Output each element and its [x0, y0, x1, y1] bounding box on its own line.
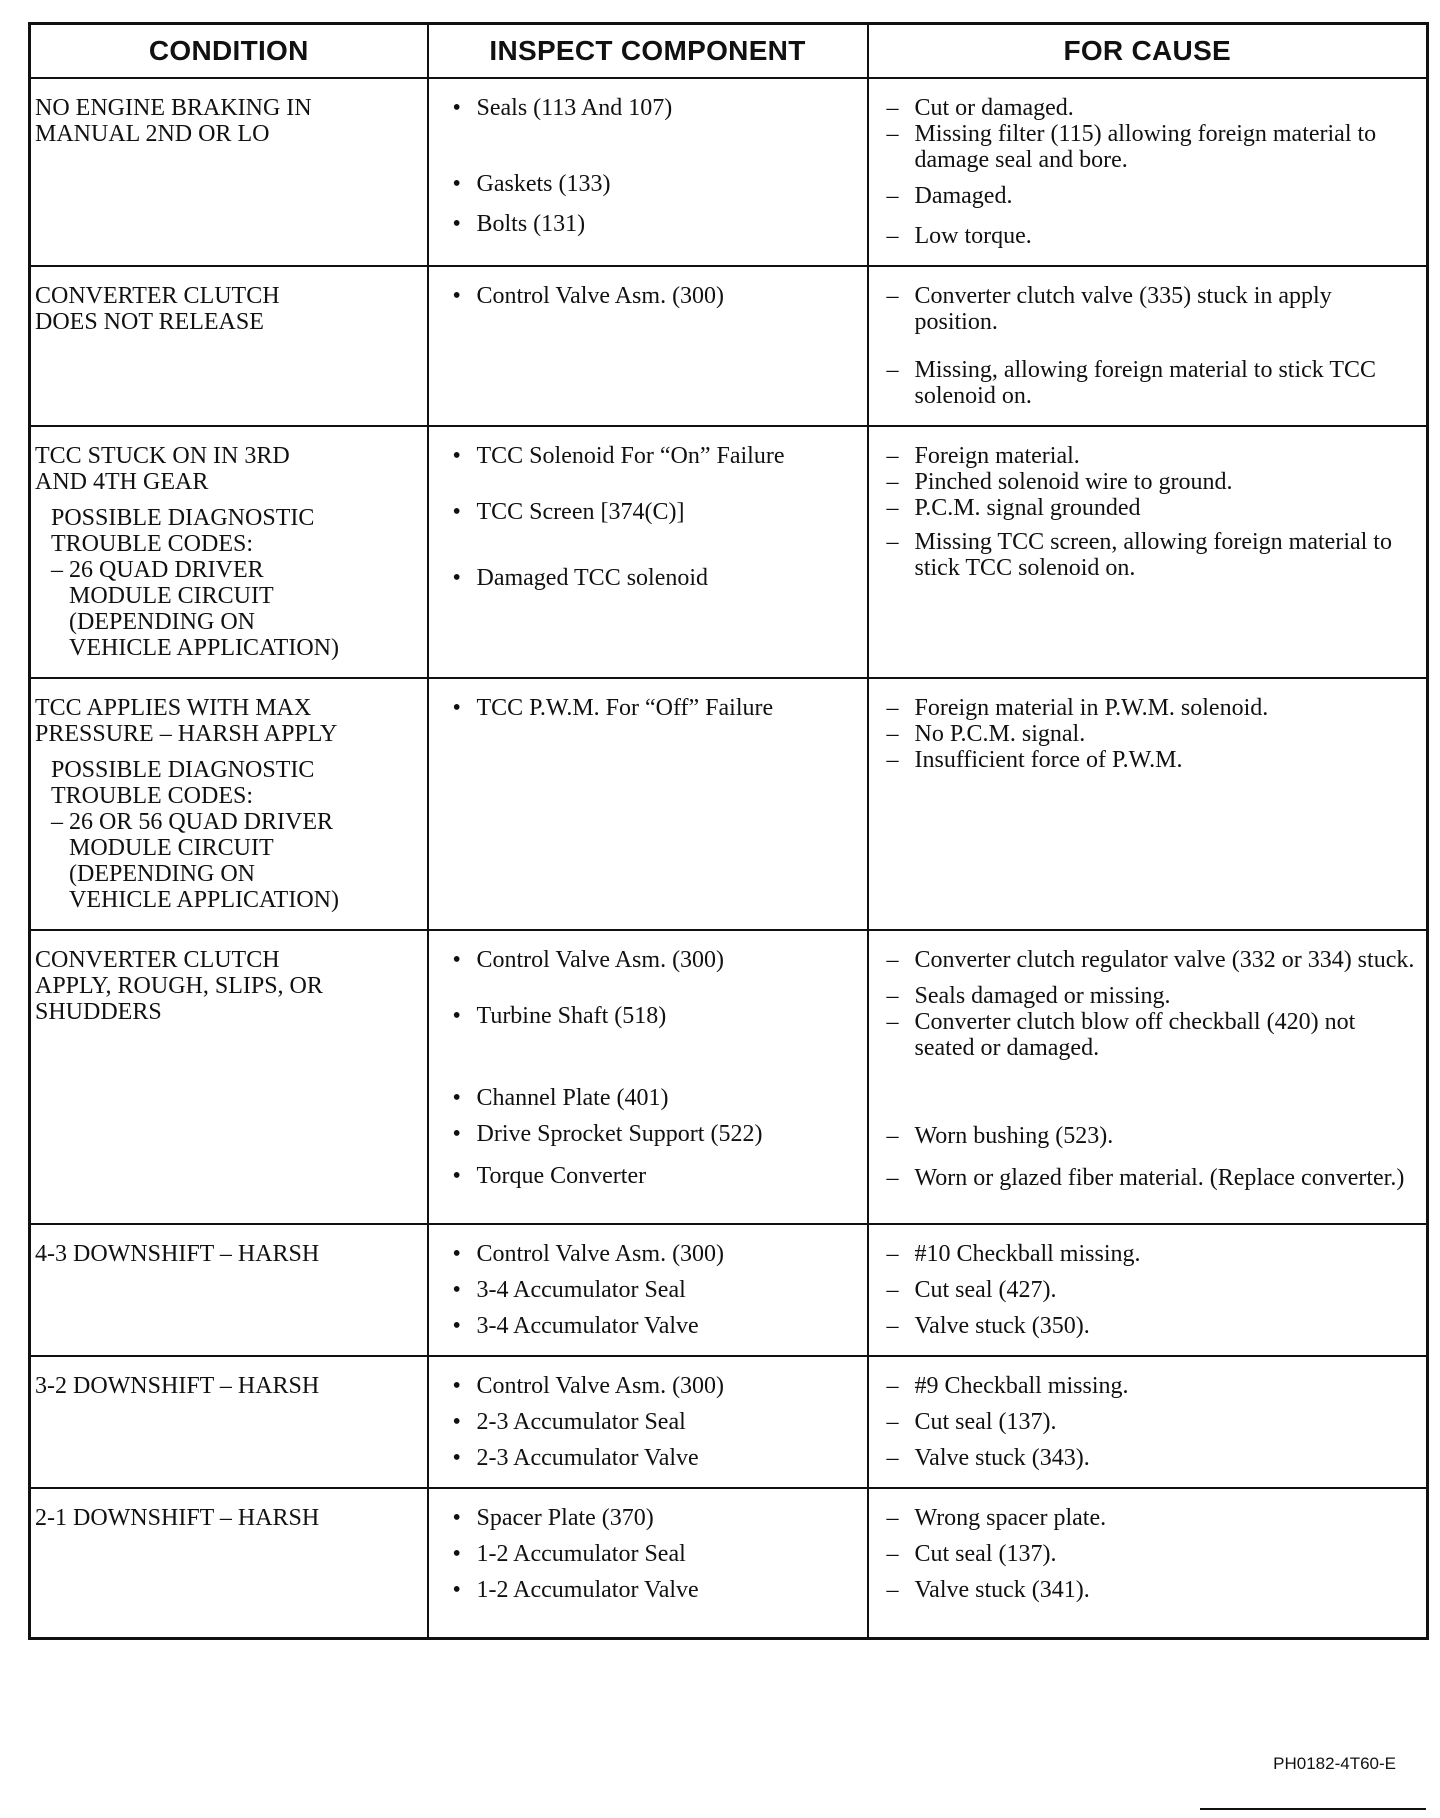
bullet-mark: • [452, 1003, 461, 1029]
dash-mark: – [886, 283, 899, 309]
note-title-line: TROUBLE CODES: [51, 531, 254, 557]
cause-text: Wrong spacer plate. [914, 1505, 1107, 1531]
condition-line: TCC APPLIES WITH MAX [35, 695, 312, 721]
cause-text: Worn bushing (523). [914, 1123, 1114, 1149]
component-cell [428, 78, 868, 266]
cause-text: Damaged. [914, 183, 1013, 209]
component-item [453, 171, 857, 197]
component-label: TCC P.W.M. For “Off” Failure [476, 695, 774, 721]
cause-group [887, 1123, 1417, 1149]
bullet-mark: • [452, 1121, 461, 1147]
diagnostic-code-item [35, 557, 403, 661]
cause-group [887, 529, 1417, 581]
component-item [453, 499, 857, 525]
component-item [453, 1313, 857, 1339]
condition-line: CONVERTER CLUTCH [35, 947, 280, 973]
condition-cell [30, 1488, 428, 1638]
condition-cell [30, 266, 428, 426]
component-label: Channel Plate (401) [476, 1085, 669, 1111]
cause-item [887, 1313, 1417, 1339]
condition-line: CONVERTER CLUTCH [35, 283, 280, 309]
cause-item [887, 223, 1417, 249]
condition-cell [30, 1224, 428, 1356]
figure-code: PH0182-4T60-E [1273, 1754, 1396, 1773]
bullet-mark: • [452, 171, 461, 197]
cause-group [887, 1577, 1417, 1603]
note-item-line: 26 QUAD DRIVER [69, 557, 264, 583]
cause-text: Missing, allowing foreign material to stick TCC solenoid on. [914, 357, 1377, 409]
note-item-line: MODULE CIRCUIT [69, 583, 274, 609]
condition-line: AND 4TH GEAR [35, 469, 209, 495]
table-row [30, 678, 1428, 930]
cause-group [887, 223, 1417, 249]
note-item-line: (DEPENDING ON [69, 609, 255, 635]
cause-group [887, 1541, 1417, 1567]
condition-cell [30, 1356, 428, 1488]
cause-text: Converter clutch regulator valve (332 or 334) stuck. [914, 947, 1415, 973]
condition-text [35, 1373, 403, 1399]
component-item [453, 1409, 857, 1435]
table-row [30, 1356, 1428, 1488]
note-item-line: 26 OR 56 QUAD DRIVER [69, 809, 333, 835]
note-item-line: VEHICLE APPLICATION) [69, 887, 339, 913]
component-label: Gaskets (133) [476, 171, 611, 197]
cause-group [887, 1373, 1417, 1399]
bullet-mark: • [452, 1241, 461, 1267]
component-item [453, 443, 857, 469]
cause-text: Seals damaged or missing. [914, 983, 1171, 1009]
dash-mark: – [886, 1541, 899, 1567]
dash-mark: – [886, 95, 899, 121]
component-label: Seals (113 And 107) [476, 95, 673, 121]
condition-text [35, 95, 403, 147]
cause-group [887, 183, 1417, 209]
component-item [453, 565, 857, 591]
bullet-mark: • [452, 695, 461, 721]
cause-text: Valve stuck (343). [914, 1445, 1090, 1471]
cause-text: Valve stuck (350). [914, 1313, 1090, 1339]
header-condition: CONDITION [30, 24, 428, 79]
cause-item [887, 121, 1417, 173]
component-cell [428, 426, 868, 678]
cause-text: No P.C.M. signal. [914, 721, 1086, 747]
condition-line: MANUAL 2ND OR LO [35, 121, 270, 147]
component-cell [428, 1488, 868, 1638]
cause-cell [868, 266, 1428, 426]
component-item [453, 95, 857, 121]
component-label: 1-2 Accumulator Valve [476, 1577, 699, 1603]
diagnostic-codes-note [35, 757, 403, 913]
component-cell [428, 678, 868, 930]
bullet-mark: • [452, 499, 461, 525]
component-label: Turbine Shaft (518) [476, 1003, 667, 1029]
cause-text: #10 Checkball missing. [914, 1241, 1141, 1267]
condition-line: PRESSURE – HARSH APPLY [35, 721, 338, 747]
condition-line: NO ENGINE BRAKING IN [35, 95, 312, 121]
cause-group [887, 1165, 1417, 1191]
cause-item [887, 695, 1417, 721]
condition-line: 4-3 DOWNSHIFT – HARSH [35, 1241, 320, 1267]
cause-group [887, 1313, 1417, 1339]
dash-mark: – [886, 357, 899, 383]
component-item [453, 211, 857, 237]
component-cell [428, 1224, 868, 1356]
cause-text: Missing filter (115) allowing foreign material to damage seal and bore. [914, 121, 1377, 173]
note-title-line: POSSIBLE DIAGNOSTIC [51, 757, 315, 783]
cause-item [887, 1373, 1417, 1399]
cause-group [887, 95, 1417, 173]
cause-text: Missing TCC screen, allowing foreign material to stick TCC solenoid on. [914, 529, 1392, 581]
cause-item [887, 1505, 1417, 1531]
component-label: 2-3 Accumulator Valve [476, 1445, 699, 1471]
cause-item [887, 495, 1417, 521]
component-cell [428, 266, 868, 426]
note-item-line: VEHICLE APPLICATION) [69, 635, 339, 661]
component-label: TCC Screen [374(C)] [476, 499, 685, 525]
note-title-line: TROUBLE CODES: [51, 783, 254, 809]
table-row [30, 426, 1428, 678]
cause-text: P.C.M. signal grounded [914, 495, 1141, 521]
bullet-mark: • [452, 283, 461, 309]
bullet-mark: • [452, 1541, 461, 1567]
cause-group [887, 983, 1417, 1061]
dash-mark: – [886, 121, 899, 147]
dash-mark: – [51, 557, 63, 583]
bullet-mark: • [452, 1313, 461, 1339]
cause-cell [868, 930, 1428, 1224]
component-item [453, 1003, 857, 1029]
cause-cell [868, 1488, 1428, 1638]
dash-mark: – [886, 495, 899, 521]
component-label: Control Valve Asm. (300) [476, 947, 725, 973]
cause-item [887, 1445, 1417, 1471]
cause-text: Foreign material in P.W.M. solenoid. [914, 695, 1269, 721]
cause-cell [868, 1356, 1428, 1488]
condition-text [35, 947, 403, 1025]
cause-item [887, 1123, 1417, 1149]
component-label: Control Valve Asm. (300) [476, 283, 725, 309]
component-label: Damaged TCC solenoid [476, 565, 709, 591]
cause-item [887, 183, 1417, 209]
component-item [453, 1085, 857, 1111]
cause-item [887, 1241, 1417, 1267]
dash-mark: – [886, 529, 899, 555]
cause-group [887, 357, 1417, 409]
cause-group [887, 947, 1417, 973]
cause-group [887, 1409, 1417, 1435]
condition-text [35, 1241, 403, 1267]
dash-mark: – [886, 223, 899, 249]
cause-item [887, 357, 1417, 409]
component-item [453, 1163, 857, 1189]
component-label: Control Valve Asm. (300) [476, 1241, 725, 1267]
bullet-mark: • [452, 211, 461, 237]
condition-line: DOES NOT RELEASE [35, 309, 264, 335]
cause-item [887, 1277, 1417, 1303]
dash-mark: – [886, 1313, 899, 1339]
cause-text: Low torque. [914, 223, 1032, 249]
diagnostic-code-text [69, 557, 403, 661]
condition-cell [30, 930, 428, 1224]
cause-item [887, 983, 1417, 1009]
component-label: Torque Converter [476, 1163, 647, 1189]
table-row [30, 266, 1428, 426]
cause-item [887, 443, 1417, 469]
cause-text: Converter clutch blow off checkball (420) not seated or damaged. [914, 1009, 1356, 1061]
component-label: 2-3 Accumulator Seal [476, 1409, 686, 1435]
dash-mark: – [886, 1409, 899, 1435]
cause-text: Insufficient force of P.W.M. [914, 747, 1183, 773]
bullet-mark: • [452, 1277, 461, 1303]
dash-mark: – [886, 1165, 899, 1191]
condition-line: SHUDDERS [35, 999, 162, 1025]
component-item [453, 283, 857, 309]
component-item [453, 1577, 857, 1603]
bullet-mark: • [452, 1445, 461, 1471]
condition-cell [30, 78, 428, 266]
cause-group [887, 1445, 1417, 1471]
bullet-mark: • [452, 1163, 461, 1189]
diagnostic-codes-title [35, 757, 403, 809]
dash-mark: – [886, 469, 899, 495]
bullet-mark: • [452, 1409, 461, 1435]
header-row [30, 24, 1428, 79]
condition-text [35, 283, 403, 335]
dash-mark: – [886, 983, 899, 1009]
dash-mark: – [886, 721, 899, 747]
component-label: 3-4 Accumulator Seal [476, 1277, 686, 1303]
bullet-mark: • [452, 1085, 461, 1111]
note-item-line: MODULE CIRCUIT [69, 835, 274, 861]
component-item [453, 1241, 857, 1267]
component-item [453, 1505, 857, 1531]
cause-text: Converter clutch valve (335) stuck in apply position. [914, 283, 1332, 335]
note-item-line: (DEPENDING ON [69, 861, 255, 887]
component-label: TCC Solenoid For “On” Failure [476, 443, 785, 469]
cause-text: Cut or damaged. [914, 95, 1074, 121]
condition-cell [30, 426, 428, 678]
cause-item [887, 947, 1417, 973]
table-row [30, 1488, 1428, 1638]
cause-item [887, 283, 1417, 335]
cause-group [887, 283, 1417, 335]
cause-text: #9 Checkball missing. [914, 1373, 1129, 1399]
dash-mark: – [886, 1373, 899, 1399]
cause-text: Cut seal (137). [914, 1541, 1057, 1567]
cause-group [887, 1277, 1417, 1303]
cause-cell [868, 426, 1428, 678]
cause-text: Foreign material. [914, 443, 1080, 469]
cause-item [887, 721, 1417, 747]
component-cell [428, 1356, 868, 1488]
component-item [453, 1373, 857, 1399]
table-row [30, 78, 1428, 266]
dash-mark: – [886, 747, 899, 773]
condition-line: APPLY, ROUGH, SLIPS, OR [35, 973, 323, 999]
component-label: 1-2 Accumulator Seal [476, 1541, 686, 1567]
cause-item [887, 1541, 1417, 1567]
bullet-mark: • [452, 95, 461, 121]
cause-item [887, 747, 1417, 773]
cause-text: Cut seal (137). [914, 1409, 1057, 1435]
component-item [453, 947, 857, 973]
cause-item [887, 1409, 1417, 1435]
component-label: Control Valve Asm. (300) [476, 1373, 725, 1399]
cause-text: Pinched solenoid wire to ground. [914, 469, 1233, 495]
cause-cell [868, 78, 1428, 266]
component-item [453, 1277, 857, 1303]
condition-text [35, 695, 403, 747]
cause-item [887, 1577, 1417, 1603]
condition-line: 2-1 DOWNSHIFT – HARSH [35, 1505, 320, 1531]
component-item [453, 1541, 857, 1567]
cause-item [887, 469, 1417, 495]
cause-item [887, 529, 1417, 581]
dash-mark: – [886, 183, 899, 209]
note-title-line: POSSIBLE DIAGNOSTIC [51, 505, 315, 531]
component-cell [428, 930, 868, 1224]
dash-mark: – [51, 809, 63, 835]
cause-text: Worn or glazed fiber material. (Replace converter.) [914, 1165, 1405, 1191]
diagnostic-codes-note [35, 505, 403, 661]
condition-line: TCC STUCK ON IN 3RD [35, 443, 290, 469]
condition-text [35, 443, 403, 495]
cause-item [887, 1165, 1417, 1191]
dash-mark: – [886, 1445, 899, 1471]
component-label: Bolts (131) [476, 211, 586, 237]
dash-mark: – [886, 1505, 899, 1531]
footer-rule [1200, 1808, 1426, 1810]
cause-group [887, 695, 1417, 773]
table-row [30, 930, 1428, 1224]
component-label: Spacer Plate (370) [476, 1505, 654, 1531]
component-item [453, 695, 857, 721]
dash-mark: – [886, 1123, 899, 1149]
dash-mark: – [886, 443, 899, 469]
cause-text: Valve stuck (341). [914, 1577, 1090, 1603]
diagnostic-code-item [35, 809, 403, 913]
cause-cell [868, 678, 1428, 930]
condition-line: 3-2 DOWNSHIFT – HARSH [35, 1373, 320, 1399]
diagnosis-table [28, 22, 1429, 1640]
bullet-mark: • [452, 1577, 461, 1603]
component-label: Drive Sprocket Support (522) [476, 1121, 763, 1147]
cause-group [887, 1241, 1417, 1267]
table-row [30, 1224, 1428, 1356]
bullet-mark: • [452, 947, 461, 973]
cause-cell [868, 1224, 1428, 1356]
header-inspect-component: INSPECT COMPONENT [428, 24, 868, 79]
diagnostic-codes-title [35, 505, 403, 557]
cause-text: Cut seal (427). [914, 1277, 1057, 1303]
bullet-mark: • [452, 565, 461, 591]
dash-mark: – [886, 947, 899, 973]
diagnostic-code-text [69, 809, 403, 913]
cause-group [887, 443, 1417, 521]
condition-text [35, 1505, 403, 1531]
cause-item [887, 1009, 1417, 1061]
bullet-mark: • [452, 1505, 461, 1531]
header-for-cause: FOR CAUSE [868, 24, 1428, 79]
condition-cell [30, 678, 428, 930]
dash-mark: – [886, 1277, 899, 1303]
dash-mark: – [886, 1009, 899, 1035]
dash-mark: – [886, 1577, 899, 1603]
cause-group [887, 1505, 1417, 1531]
dash-mark: – [886, 695, 899, 721]
cause-item [887, 95, 1417, 121]
bullet-mark: • [452, 443, 461, 469]
bullet-mark: • [452, 1373, 461, 1399]
component-label: 3-4 Accumulator Valve [476, 1313, 699, 1339]
component-item [453, 1445, 857, 1471]
component-item [453, 1121, 857, 1147]
dash-mark: – [886, 1241, 899, 1267]
